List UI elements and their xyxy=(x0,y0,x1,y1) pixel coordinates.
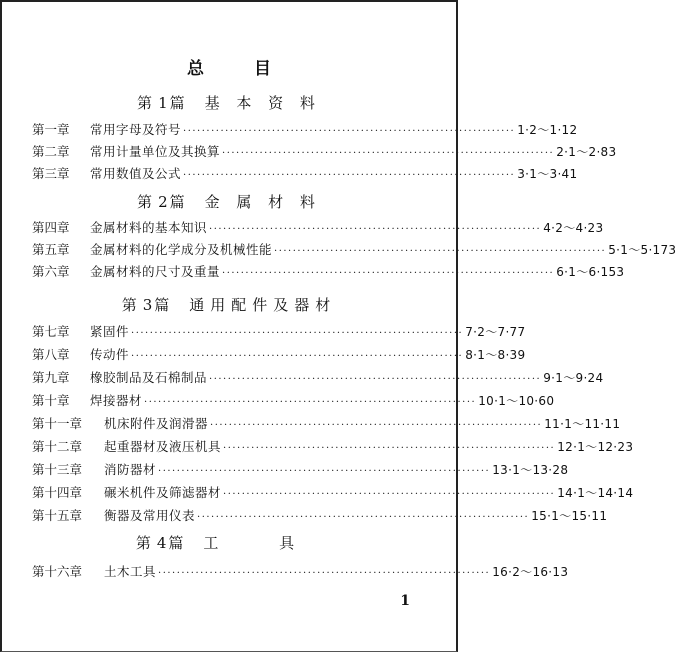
chapter-title: 紧固件 xyxy=(90,324,130,339)
chapter-number: 第四章 xyxy=(32,220,70,235)
leader-dots: ······································································· xyxy=(210,420,543,431)
chapter-pages: 13·1～13·28 xyxy=(492,463,569,477)
part-label-post: 篇 xyxy=(168,534,190,552)
chapter-title: 金属材料的尺寸及重量 xyxy=(90,264,221,279)
leader-dots: ······································································· xyxy=(222,268,555,279)
toc-entry[interactable] xyxy=(32,414,621,432)
chapter-pages: 15·1～15·11 xyxy=(531,509,608,523)
chapter-title: 焊接器材 xyxy=(90,393,143,408)
toc-entry[interactable] xyxy=(32,322,526,340)
chapter-number: 第五章 xyxy=(32,242,70,257)
chapter-pages: 6·1～6·153 xyxy=(556,265,625,279)
chapter-title: 常用字母及符号 xyxy=(90,122,182,137)
chapter-number: 第十二章 xyxy=(32,439,83,454)
chapter-pages: 3·1～3·41 xyxy=(517,167,578,181)
toc-entry[interactable] xyxy=(32,164,578,182)
chapter-pages: 2·1～2·83 xyxy=(556,145,617,159)
part-title-4 xyxy=(2,532,456,553)
leader-dots: ······································································· xyxy=(144,397,477,408)
part-label-pre: 第 xyxy=(137,193,159,211)
chapter-title: 常用计量单位及其换算 xyxy=(90,144,221,159)
leader-dots: ······································································· xyxy=(158,466,491,477)
chapter-number: 第八章 xyxy=(32,347,70,362)
toc-entry[interactable] xyxy=(32,368,604,386)
part-label-pre: 第 xyxy=(137,94,159,112)
toc-entry[interactable] xyxy=(32,262,625,280)
chapter-title: 金属材料的基本知识 xyxy=(90,220,208,235)
toc-entry[interactable] xyxy=(32,142,617,160)
part-number: 3 xyxy=(142,296,155,314)
part-name: 通用配件及器材 xyxy=(189,296,337,314)
toc-entry[interactable] xyxy=(32,391,555,409)
chapter-title: 碾米机件及筛滤器材 xyxy=(104,485,222,500)
chapter-title: 起重器材及液压机具 xyxy=(104,439,222,454)
chapter-number: 第十四章 xyxy=(32,485,83,500)
toc-entry[interactable] xyxy=(32,345,526,363)
chapter-title: 消防器材 xyxy=(104,462,157,477)
toc-entry[interactable] xyxy=(32,460,569,478)
part-title-1 xyxy=(2,92,456,113)
leader-dots: ······································································· xyxy=(158,568,491,579)
chapter-number: 第三章 xyxy=(32,166,70,181)
leader-dots: ······································································· xyxy=(183,170,516,181)
part-title-3 xyxy=(2,294,456,315)
part-number: 2 xyxy=(158,193,170,211)
toc-entry[interactable] xyxy=(32,437,634,455)
part-label-post: 篇 xyxy=(169,94,191,112)
chapter-pages: 5·1～5·173 xyxy=(608,243,676,257)
part-label-pre: 第 xyxy=(121,296,143,314)
chapter-pages: 12·1～12·23 xyxy=(557,440,634,454)
leader-dots: ······································································· xyxy=(223,489,556,500)
chapter-title: 传动件 xyxy=(90,347,130,362)
part-label-post: 篇 xyxy=(154,296,176,314)
part-title-2 xyxy=(2,191,456,212)
chapter-number: 第十五章 xyxy=(32,508,83,523)
chapter-pages: 16·2～16·13 xyxy=(492,565,569,579)
page-title: 总 目 xyxy=(187,59,293,79)
leader-dots: ······································································· xyxy=(223,443,556,454)
part-number: 1 xyxy=(158,94,170,112)
chapter-pages: 1·2～1·12 xyxy=(517,123,578,137)
chapter-title: 土木工具 xyxy=(104,564,157,579)
leader-dots: ······································································· xyxy=(209,224,542,235)
chapter-title: 橡胶制品及石棉制品 xyxy=(90,370,208,385)
chapter-number: 第十三章 xyxy=(32,462,83,477)
toc-entry[interactable] xyxy=(32,120,578,138)
toc-entry[interactable] xyxy=(32,218,604,236)
chapter-number: 第九章 xyxy=(32,370,70,385)
chapter-pages: 10·1～10·60 xyxy=(478,394,555,408)
toc-entry[interactable] xyxy=(32,240,676,258)
chapter-title: 衡器及常用仪表 xyxy=(104,508,196,523)
leader-dots: ······································································· xyxy=(131,328,464,339)
chapter-number: 第十一章 xyxy=(32,416,83,431)
chapter-title: 金属材料的化学成分及机械性能 xyxy=(90,242,273,257)
leader-dots: ······································································· xyxy=(274,246,607,257)
chapter-title: 常用数值及公式 xyxy=(90,166,182,181)
toc-entry[interactable] xyxy=(32,562,569,580)
part-label-pre: 第 xyxy=(135,534,157,552)
chapter-number: 第十六章 xyxy=(32,564,83,579)
toc-entry[interactable] xyxy=(32,506,608,524)
part-label-post: 篇 xyxy=(169,193,191,211)
chapter-pages: 11·1～11·11 xyxy=(544,417,621,431)
leader-dots: ······································································· xyxy=(183,126,516,137)
chapter-pages: 7·2～7·77 xyxy=(465,325,526,339)
leader-dots: ······································································· xyxy=(131,351,464,362)
part-name: 金 属 材 料 xyxy=(204,193,321,211)
chapter-pages: 14·1～14·14 xyxy=(557,486,634,500)
leader-dots: ······································································· xyxy=(197,512,530,523)
chapter-number: 第十章 xyxy=(32,393,70,408)
chapter-title: 机床附件及润滑器 xyxy=(104,416,209,431)
leader-dots: ······································································· xyxy=(222,148,555,159)
page-number: 1 xyxy=(400,593,410,609)
chapter-number: 第一章 xyxy=(32,122,70,137)
chapter-number: 第七章 xyxy=(32,324,70,339)
toc-entry[interactable] xyxy=(32,483,634,501)
part-number: 4 xyxy=(156,534,169,552)
chapter-number: 第六章 xyxy=(32,264,70,279)
chapter-pages: 4·2～4·23 xyxy=(543,221,604,235)
chapter-pages: 8·1～8·39 xyxy=(465,348,526,362)
chapter-pages: 9·1～9·24 xyxy=(543,371,604,385)
leader-dots: ······································································· xyxy=(209,374,542,385)
part-name: 工 具 xyxy=(203,534,323,552)
top-border xyxy=(2,0,456,2)
part-name: 基 本 资 料 xyxy=(204,94,321,112)
chapter-number: 第二章 xyxy=(32,144,70,159)
